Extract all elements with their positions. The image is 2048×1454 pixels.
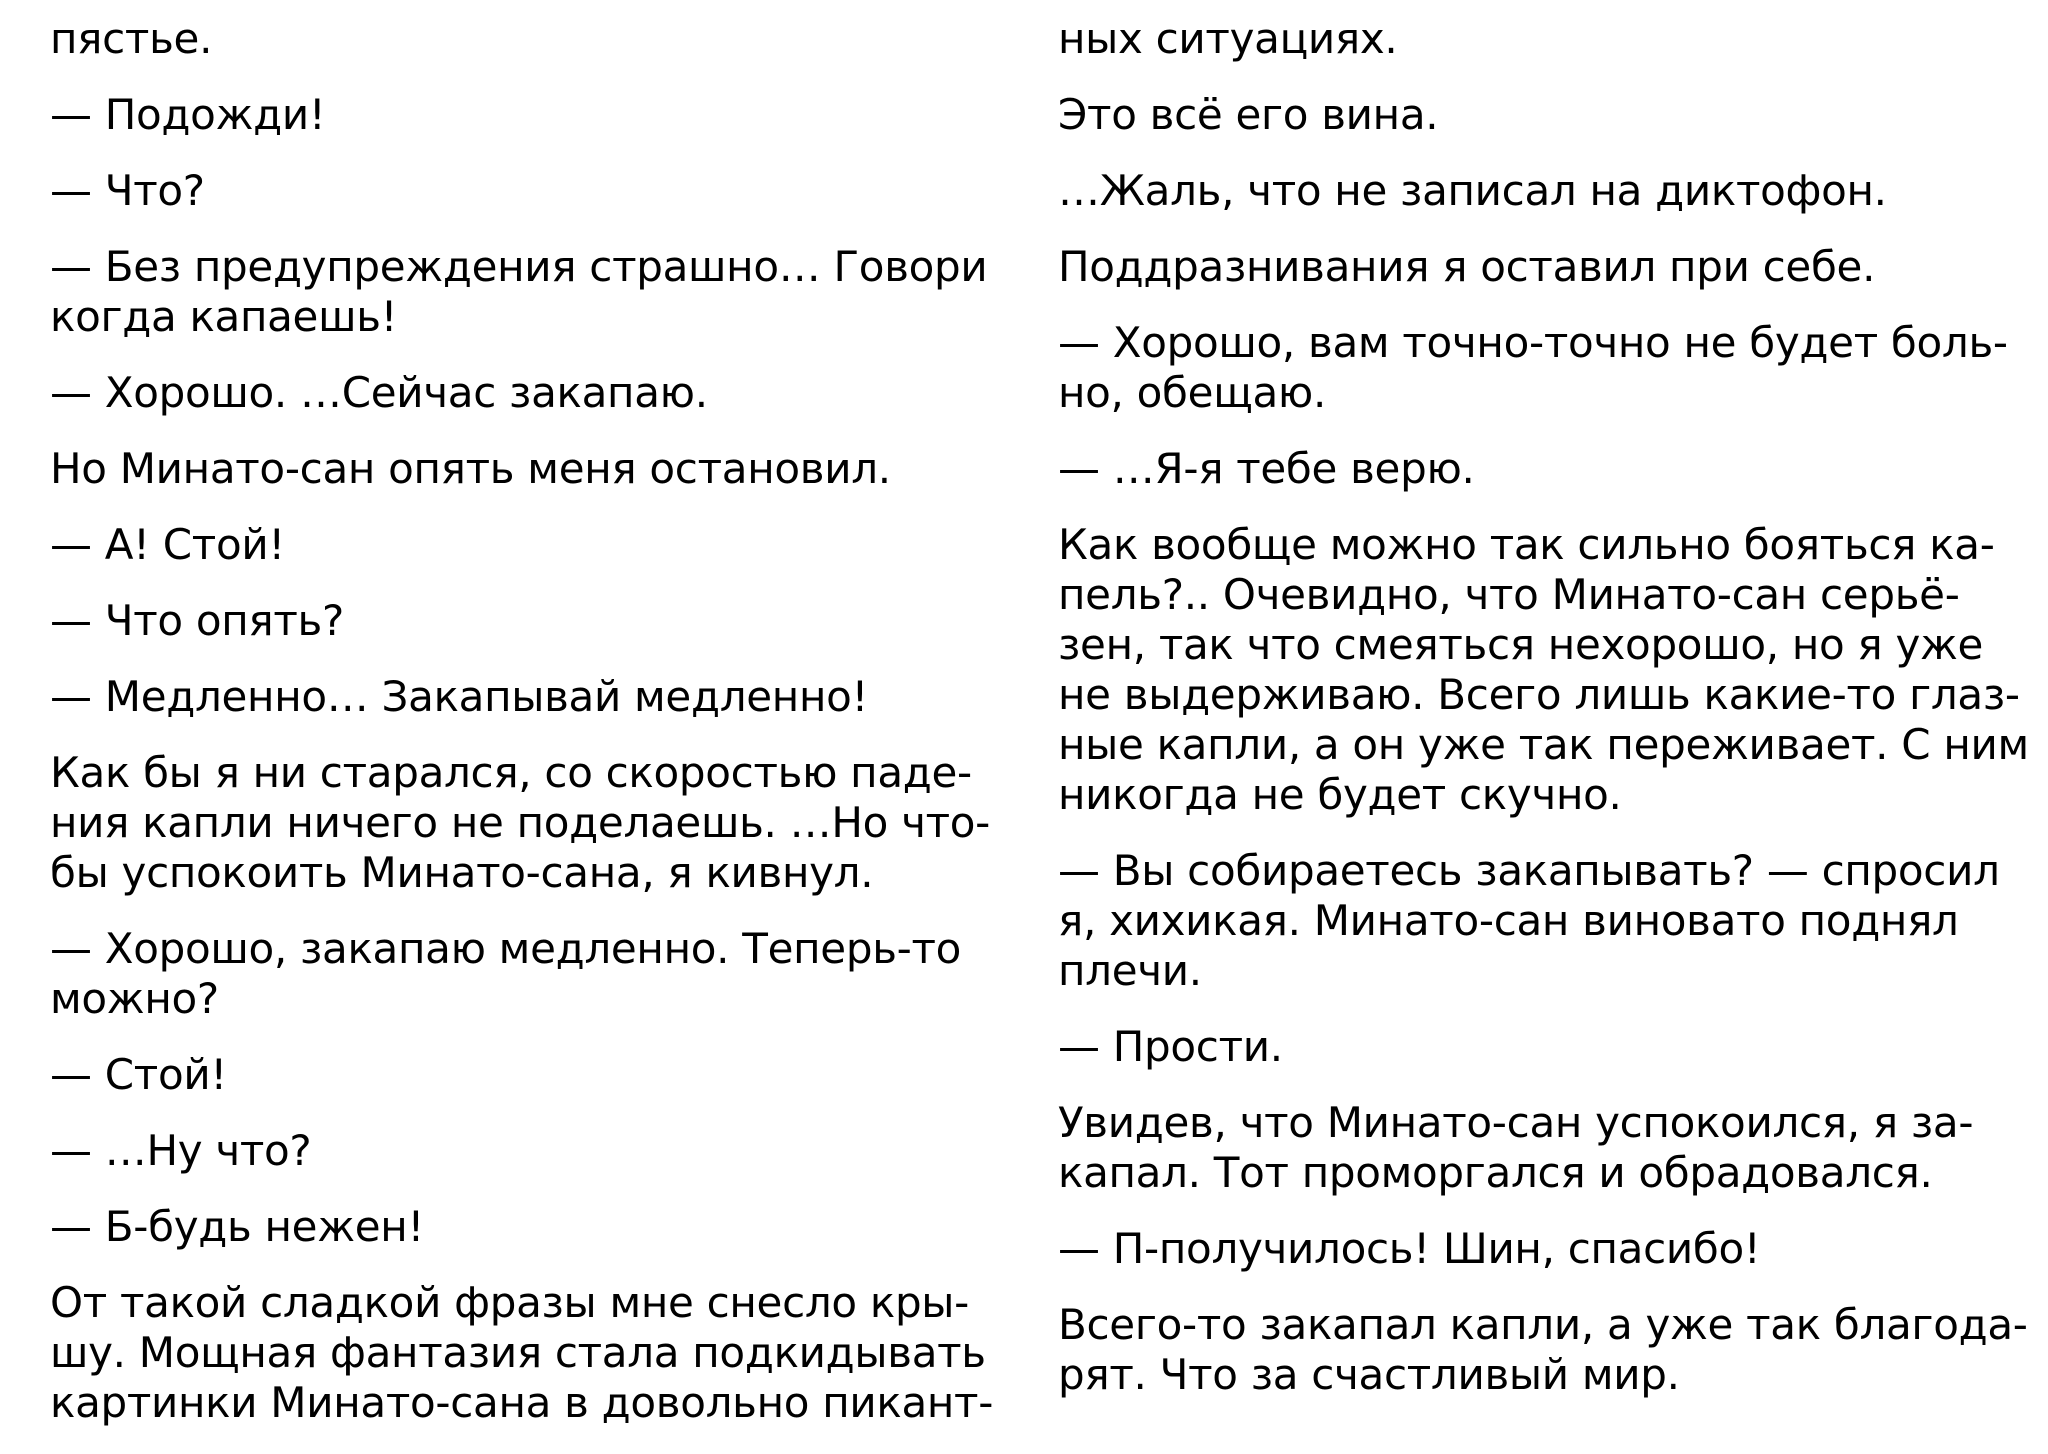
paragraph: пястье. <box>50 14 213 63</box>
paragraph: Но Минато-сан опять меня остановил. <box>50 444 891 493</box>
paragraph: — Хорошо, вам точно-точно не будет боль- но, обещаю. <box>1058 318 2008 417</box>
paragraph: От такой сладкой фразы мне снесло кры- шу. Мощная фантазия стала подкидывать картинки Минато-сана в довольно пикант- <box>50 1278 994 1427</box>
paragraph: Как вообще можно так сильно бояться ка- пель?.. Очевидно, что Минато-сан серьё- зен, так что смеяться нехорошо, но я уже не выдерживаю. Всего лишь какие-то глаз- ные капли, а он уже так переживает. С ним никогда не будет скучно. <box>1058 520 2029 819</box>
paragraph: ных ситуациях. <box>1058 14 1398 63</box>
paragraph: — …Ну что? <box>50 1126 312 1175</box>
paragraph: …Жаль, что не записал на диктофон. <box>1058 166 1887 215</box>
paragraph: — Без предупреждения страшно… Говори когда капаешь! <box>50 242 988 341</box>
paragraph: — Вы собираетесь закапывать? — спросил я, хихикая. Минато-сан виновато поднял плечи. <box>1058 846 2000 995</box>
paragraph: — Медленно… Закапывай медленно! <box>50 672 869 721</box>
paragraph: — Хорошо. …Сейчас закапаю. <box>50 368 708 417</box>
paragraph: Это всё его вина. <box>1058 90 1439 139</box>
left-text-column <box>50 14 1010 1454</box>
paragraph: Поддразнивания я оставил при себе. <box>1058 242 1876 291</box>
paragraph: Всего-то закапал капли, а уже так благода- рят. Что за счастливый мир. <box>1058 1300 2028 1399</box>
paragraph: — Что опять? <box>50 596 344 645</box>
paragraph: — Прости. <box>1058 1022 1283 1071</box>
paragraph: Увидев, что Минато-сан успокоился, я за- капал. Тот проморгался и обрадовался. <box>1058 1098 1974 1197</box>
right-text-column <box>1058 14 2038 1426</box>
paragraph: Как бы я ни старался, со скоростью паде- ния капли ничего не поделаешь. …Но что- бы успокоить Минато-сана, я кивнул. <box>50 748 991 897</box>
paragraph: — Подожди! <box>50 90 326 139</box>
paragraph: — Б-будь нежен! <box>50 1202 424 1251</box>
paragraph: — …Я-я тебе верю. <box>1058 444 1475 493</box>
paragraph: — Хорошо, закапаю медленно. Теперь-то можно? <box>50 924 962 1023</box>
paragraph: — А! Стой! <box>50 520 285 569</box>
paragraph: — Что? <box>50 166 205 215</box>
paragraph: — П-получилось! Шин, спасибо! <box>1058 1224 1761 1273</box>
paragraph: — Стой! <box>50 1050 227 1099</box>
